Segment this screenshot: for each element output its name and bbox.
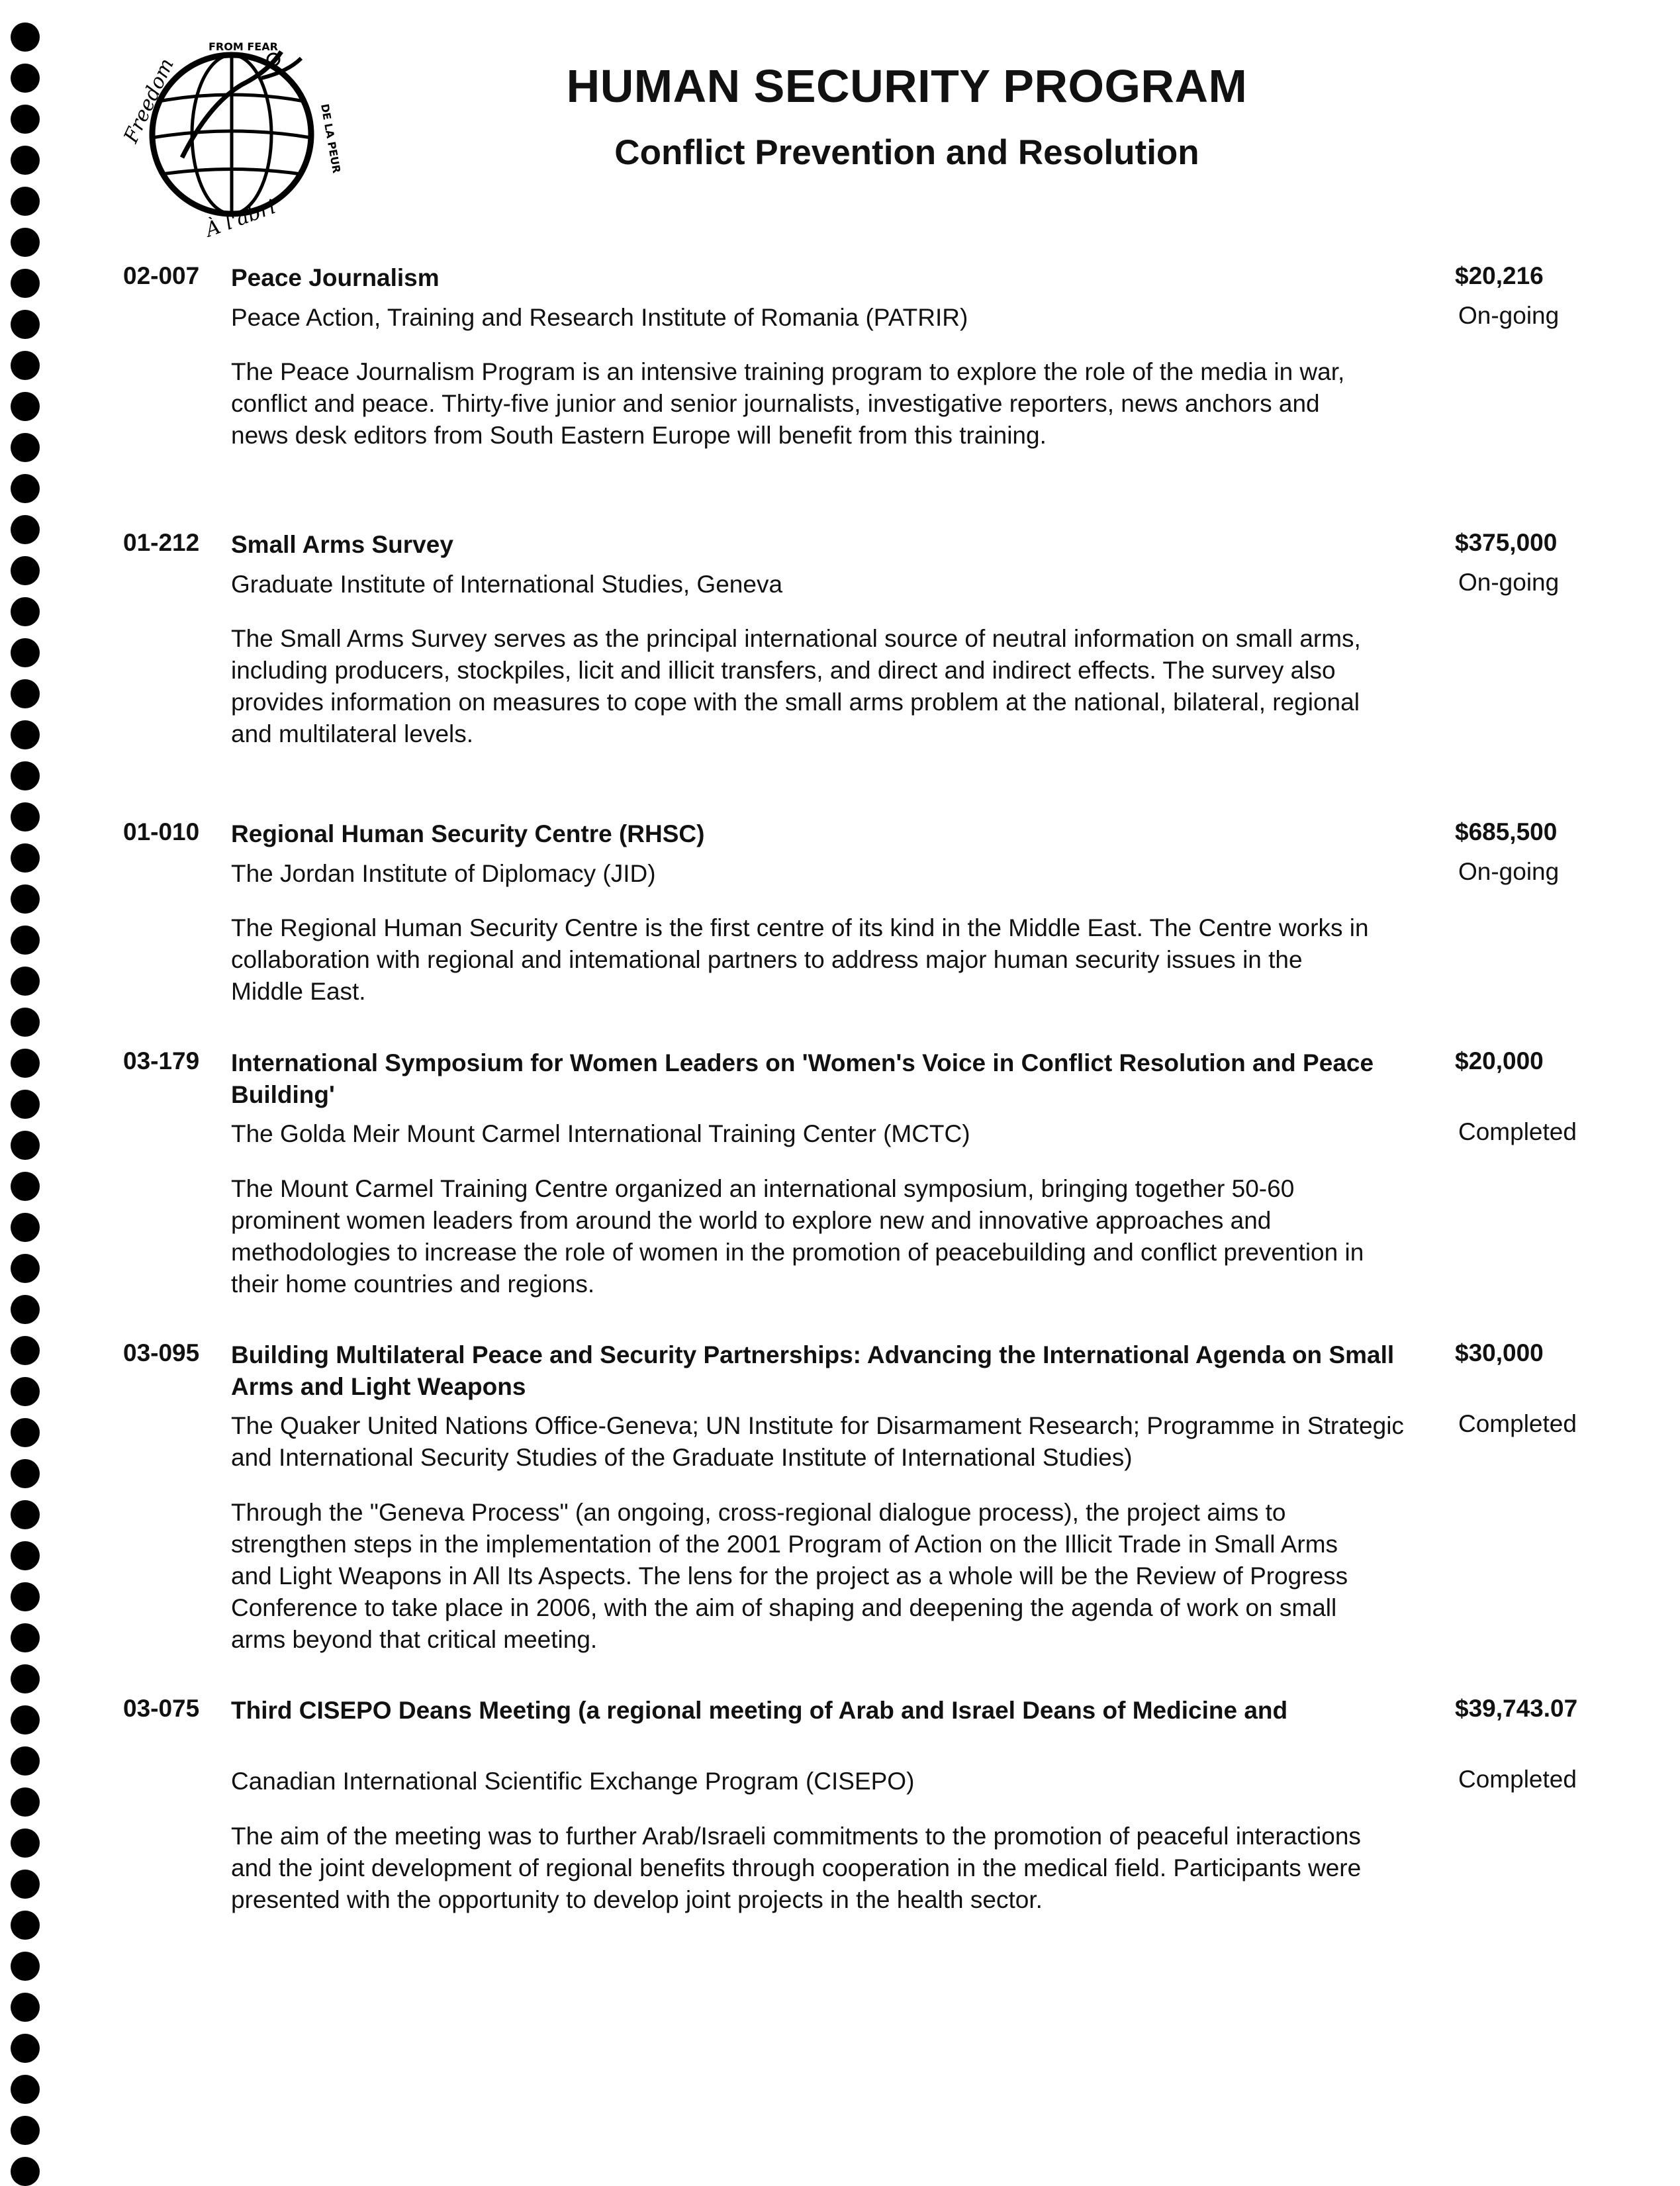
binding-hole (11, 556, 40, 585)
project-description: The Mount Carmel Training Centre organized an international symposium, bringing together 50-60 prominent women leaders from around the world to explore new and innovative approaches and methodologies to increase the role of women in the promotion of peacebuilding and conflict prevention in their home countries and regions. (231, 1175, 1364, 1298)
binding-hole (11, 1254, 40, 1283)
binding-hole (11, 474, 40, 503)
binding-hole (11, 351, 40, 380)
project-amount: $375,000 (1455, 529, 1558, 556)
binding-hole (11, 146, 40, 175)
binding-hole (11, 1623, 40, 1652)
binding-hole (11, 802, 40, 832)
project-code: 03-179 (123, 1047, 200, 1074)
logo-text-a-labri: À l'abri (202, 195, 279, 237)
binding-hole (11, 1746, 40, 1776)
binding-hole (11, 1459, 40, 1488)
binding-hole (11, 638, 40, 667)
project-code: 03-075 (123, 1695, 200, 1722)
binding-hole (11, 1911, 40, 1940)
binding-hole (11, 926, 40, 955)
project-code: 01-010 (123, 818, 200, 845)
project-organization: The Jordan Institute of Diplomacy (JID) (231, 860, 656, 887)
binding-hole (11, 1829, 40, 1858)
binding-hole (11, 2116, 40, 2145)
project-amount: $30,000 (1455, 1339, 1544, 1366)
project-title: Peace Journalism (231, 264, 440, 291)
project-description: The Small Arms Survey serves as the principal international source of neutral information on small arms, including producers, stockpiles, licit and illicit transfers, and direct and indirect effects. The survey also provides information on measures to cope with the small arms problem at the national, bilateral, regional and multilateral levels. (231, 625, 1361, 747)
freedom-from-fear-logo (109, 25, 354, 237)
project-amount: $20,000 (1455, 1047, 1544, 1074)
binding-hole (11, 1090, 40, 1119)
binding-hole (11, 843, 40, 873)
binding-hole (11, 64, 40, 93)
project-code: 02-007 (123, 262, 200, 289)
binding-hole (11, 1582, 40, 1611)
document-title: HUMAN SECURITY PROGRAM (566, 60, 1248, 112)
binding-hole (11, 105, 40, 134)
binding-hole (11, 1664, 40, 1693)
binding-hole (11, 720, 40, 749)
project-organization: Canadian International Scientific Exchange Program (CISEPO) (231, 1768, 915, 1795)
project-description: The aim of the meeting was to further Arab/Israeli commitments to the promotion of peaceful interactions and the joint development of regional benefits through cooperation in the medical field. Participants were presented with the opportunity to develop joint projects in the health sector. (231, 1823, 1362, 1913)
binding-hole (11, 1705, 40, 1735)
binding-hole (11, 392, 40, 421)
project-code: 03-095 (123, 1339, 200, 1366)
project-description: The Peace Journalism Program is an intensive training program to explore the role of the media in war, conflict and peace. Thirty-five junior and senior journalists, investigative reporters, news anchors and news desk editors from South Eastern Europe will benefit from this training. (231, 358, 1345, 449)
project-status: Completed (1458, 1118, 1577, 1145)
binding-hole (11, 1993, 40, 2022)
binding-hole (11, 1295, 40, 1324)
binding-hole (11, 1131, 40, 1160)
project-organization: Peace Action, Training and Research Institute of Romania (PATRIR) (231, 304, 968, 331)
binding-holes (0, 0, 53, 2177)
project-description: Through the "Geneva Process" (an ongoing, cross-regional dialogue process), the project aims to strengthen steps in the implementation of the 2001 Program of Action on the Illicit Trade in Small Arms and Light Weapons in All Its Aspects. The lens for the project as a whole will be the Review of Progress Conference to take place in 2006, with the aim of shaping and deepening the agenda of work on small arms beyond that critical meeting. (231, 1499, 1348, 1653)
project-title: International Symposium for Women Leaders on 'Women's Voice in Conflict Resolution and Peace Building' (231, 1049, 1374, 1108)
logo-text-from-fear: FROM FEAR (209, 40, 278, 53)
project-title: Third CISEPO Deans Meeting (a regional meeting of Arab and Israel Deans of Medicine and (231, 1697, 1288, 1724)
binding-hole (11, 1541, 40, 1570)
project-status: Completed (1458, 1410, 1577, 1437)
binding-hole (11, 1952, 40, 1981)
logo-text-de-la-peur: DE LA PEUR (318, 103, 344, 174)
binding-hole (11, 515, 40, 544)
binding-hole (11, 1870, 40, 1899)
project-amount: $39,743.07 (1455, 1695, 1578, 1722)
binding-hole (11, 884, 40, 914)
binding-hole (11, 1008, 40, 1037)
project-title: Small Arms Survey (231, 531, 453, 558)
binding-hole (11, 1049, 40, 1078)
project-organization: Graduate Institute of International Studies, Geneva (231, 571, 783, 598)
binding-hole (11, 1336, 40, 1365)
logo-text-freedom: Freedom (119, 54, 179, 147)
project-amount: $20,216 (1455, 262, 1544, 289)
binding-hole (11, 23, 40, 52)
project-status: On-going (1458, 302, 1560, 329)
binding-hole (11, 1418, 40, 1447)
binding-hole (11, 2157, 40, 2186)
binding-hole (11, 967, 40, 996)
binding-hole (11, 2075, 40, 2104)
project-description: The Regional Human Security Centre is the first centre of its kind in the Middle East. The Centre works in collaboration with regional and intemational partners to address major human security issues in the Middle East. (231, 914, 1369, 1005)
project-organization: The Quaker United Nations Office-Geneva; UN Institute for Disarmament Research; Programme in Strategic and International Security Studies of the Graduate Institute of International Studies) (231, 1412, 1404, 1471)
binding-hole (11, 310, 40, 339)
document-subtitle: Conflict Prevention and Resolution (614, 133, 1199, 172)
project-title: Regional Human Security Centre (RHSC) (231, 820, 705, 847)
binding-hole (11, 1213, 40, 1242)
binding-hole (11, 187, 40, 216)
binding-hole (11, 597, 40, 626)
binding-hole (11, 1377, 40, 1406)
binding-hole (11, 269, 40, 298)
binding-hole (11, 433, 40, 462)
binding-hole (11, 761, 40, 790)
project-organization: The Golda Meir Mount Carmel International Training Center (MCTC) (231, 1120, 970, 1147)
binding-hole (11, 1500, 40, 1529)
binding-hole (11, 679, 40, 708)
project-status: Completed (1458, 1766, 1577, 1793)
project-status: On-going (1458, 569, 1560, 596)
project-title: Building Multilateral Peace and Security Partnerships: Advancing the International Agenda on Small Arms and Light Weapons (231, 1341, 1395, 1400)
project-status: On-going (1458, 858, 1560, 885)
binding-hole (11, 2034, 40, 2063)
binding-hole (11, 1787, 40, 1817)
binding-hole (11, 228, 40, 257)
project-code: 01-212 (123, 529, 200, 556)
binding-hole (11, 1172, 40, 1201)
project-amount: $685,500 (1455, 818, 1558, 845)
